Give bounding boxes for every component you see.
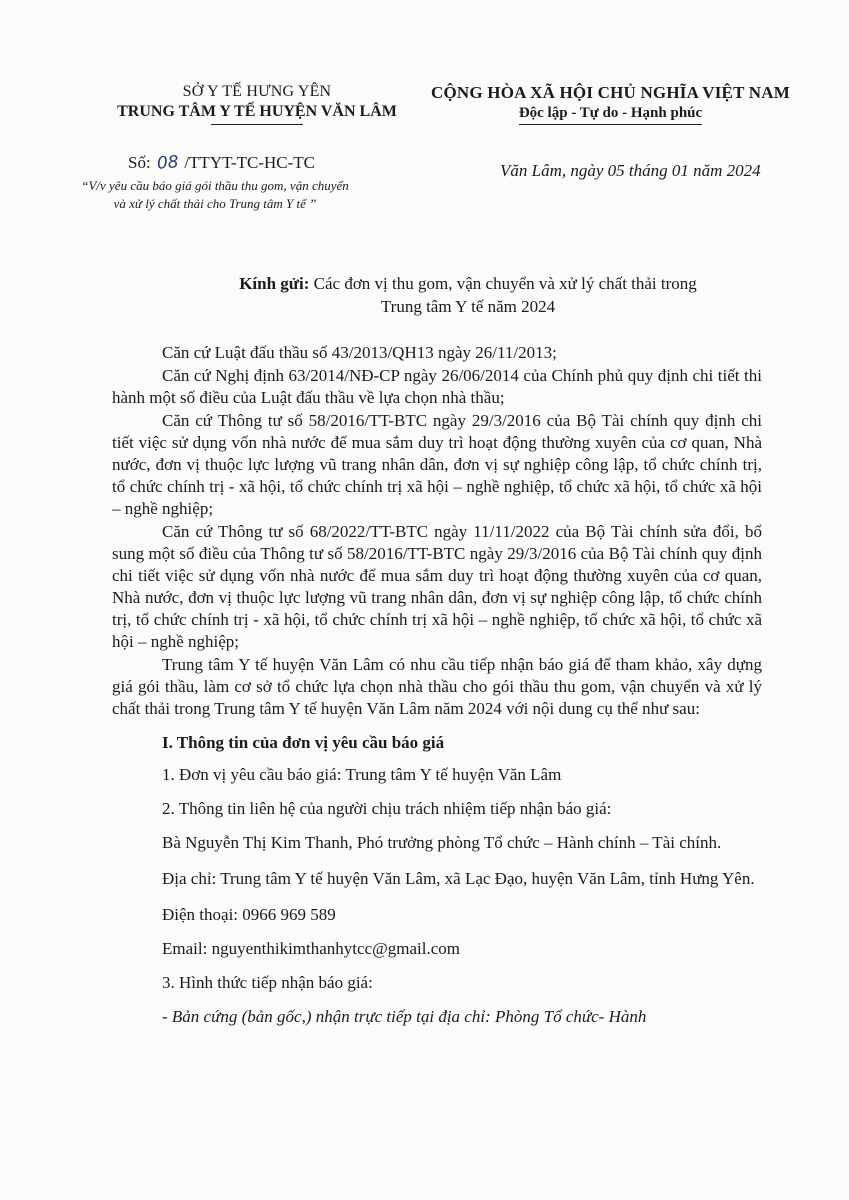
number-prefix: Số: (128, 153, 151, 172)
contact-address: Địa chỉ: Trung tâm Y tế huyện Văn Lâm, xã Lạc Đạo, huyện Văn Lâm, tỉnh Hưng Yên. (162, 869, 755, 888)
issuer-block (92, 82, 422, 125)
national-header (418, 82, 803, 125)
basis-paragraph: Căn cứ Thông tư số 68/2022/TT-BTC ngày 11/11/2022 của Bộ Tài chính sửa đổi, bổ sung một số điều của Thông tư số 58/2016/TT-BTC ngày 29/3/2016 của Bộ Tài chính quy định chi tiết việc sử dụng vốn nhà nước để mua sắm duy trì hoạt động thường xuyên của cơ quan, Nhà nước, đơn vị thuộc lực lượng vũ trang nhân dân, đơn vị sự nghiệp công lập, tổ chức chính trị, tổ chức chính trị - xã hội, tổ chức chính trị xã hội – nghề nghiệp, tổ chức xã hội, tổ chức xã hội – nghề nghiệp; (112, 522, 762, 651)
contact-heading: 2. Thông tin liên hệ của người chịu trách nhiệm tiếp nhận báo giá: (162, 799, 612, 818)
subject-line (80, 177, 350, 213)
handwritten-number: 08 (156, 152, 179, 174)
recipient-line-2: Trung tâm Y tế năm 2024 (380, 297, 556, 316)
submission-method-hardcopy: - Bản cứng (bản gốc,) nhận trực tiếp tại địa chỉ: Phòng Tổ chức- Hành (162, 1007, 647, 1026)
recipient-label: Kính gửi: (239, 274, 310, 293)
document-number (128, 152, 315, 174)
document-body (112, 342, 762, 1040)
recipient-line-1: Các đơn vị thu gom, vận chuyển và xử lý chất thải trong (313, 274, 697, 293)
basis-paragraph: Căn cứ Nghị định 63/2014/NĐ-CP ngày 26/06/2014 của Chính phủ quy định chi tiết thi hành một số điều của Luật đấu thầu về lựa chọn nhà thầu; (112, 366, 762, 407)
recipient-block (168, 272, 768, 318)
contact-email: Email: nguyenthikimthanhytcc@gmail.com (162, 939, 460, 958)
contact-person: Bà Nguyễn Thị Kim Thanh, Phó trưởng phòng Tổ chức – Hành chính – Tài chính. (162, 833, 722, 852)
requester-unit: 1. Đơn vị yêu cầu báo giá: Trung tâm Y tế huyện Văn Lâm (162, 765, 562, 784)
contact-phone: Điện thoại: 0966 969 589 (162, 905, 336, 924)
basis-paragraph: Căn cứ Thông tư số 58/2016/TT-BTC ngày 29/3/2016 của Bộ Tài chính quy định chi tiết việc sử dụng vốn nhà nước để mua sắm duy trì hoạt động thường xuyên của cơ quan, Nhà nước, đơn vị thuộc lực lượng vũ trang nhân dân, đơn vị sự nghiệp công lập, tổ chức chính trị, tổ chức chính trị - xã hội, tổ chức chính trị xã hội – nghề nghiệp, tổ chức xã hội, tổ chức xã hội – nghề nghiệp; (112, 411, 762, 518)
number-suffix: /TTYT-TC-HC-TC (184, 153, 315, 172)
nation-title: CỘNG HÒA XÃ HỘI CHỦ NGHĨA VIỆT NAM (431, 83, 790, 102)
unit-name: TRUNG TÂM Y TẾ HUYỆN VĂN LÂM (117, 103, 397, 120)
subject-line-1: “V/v yêu cầu báo giá gói thầu thu gom, vận chuyển (81, 178, 349, 193)
unit-underline (211, 124, 303, 125)
basis-paragraph: Căn cứ Luật đấu thầu số 43/2013/QH13 ngày 26/11/2013; (162, 343, 557, 362)
subject-line-2: và xử lý chất thải cho Trung tâm Y tế ” (113, 196, 317, 211)
national-motto: Độc lập - Tự do - Hạnh phúc (519, 103, 702, 125)
date-line: Văn Lâm, ngày 05 tháng 01 năm 2024 (500, 161, 761, 180)
agency-name: SỞ Y TẾ HƯNG YÊN (182, 83, 332, 100)
submission-method-heading: 3. Hình thức tiếp nhận báo giá: (162, 973, 373, 992)
intent-paragraph: Trung tâm Y tế huyện Văn Lâm có nhu cầu tiếp nhận báo giá để tham khảo, xây dựng giá gói thầu, làm cơ sở tổ chức lựa chọn nhà thầu cho gói thầu thu gom, vận chuyển và xử lý chất thải trong Trung tâm Y tế huyện Văn Lâm năm 2024 với nội dung cụ thể như sau: (112, 655, 762, 718)
section-title: I. Thông tin của đơn vị yêu cầu báo giá (162, 733, 445, 752)
